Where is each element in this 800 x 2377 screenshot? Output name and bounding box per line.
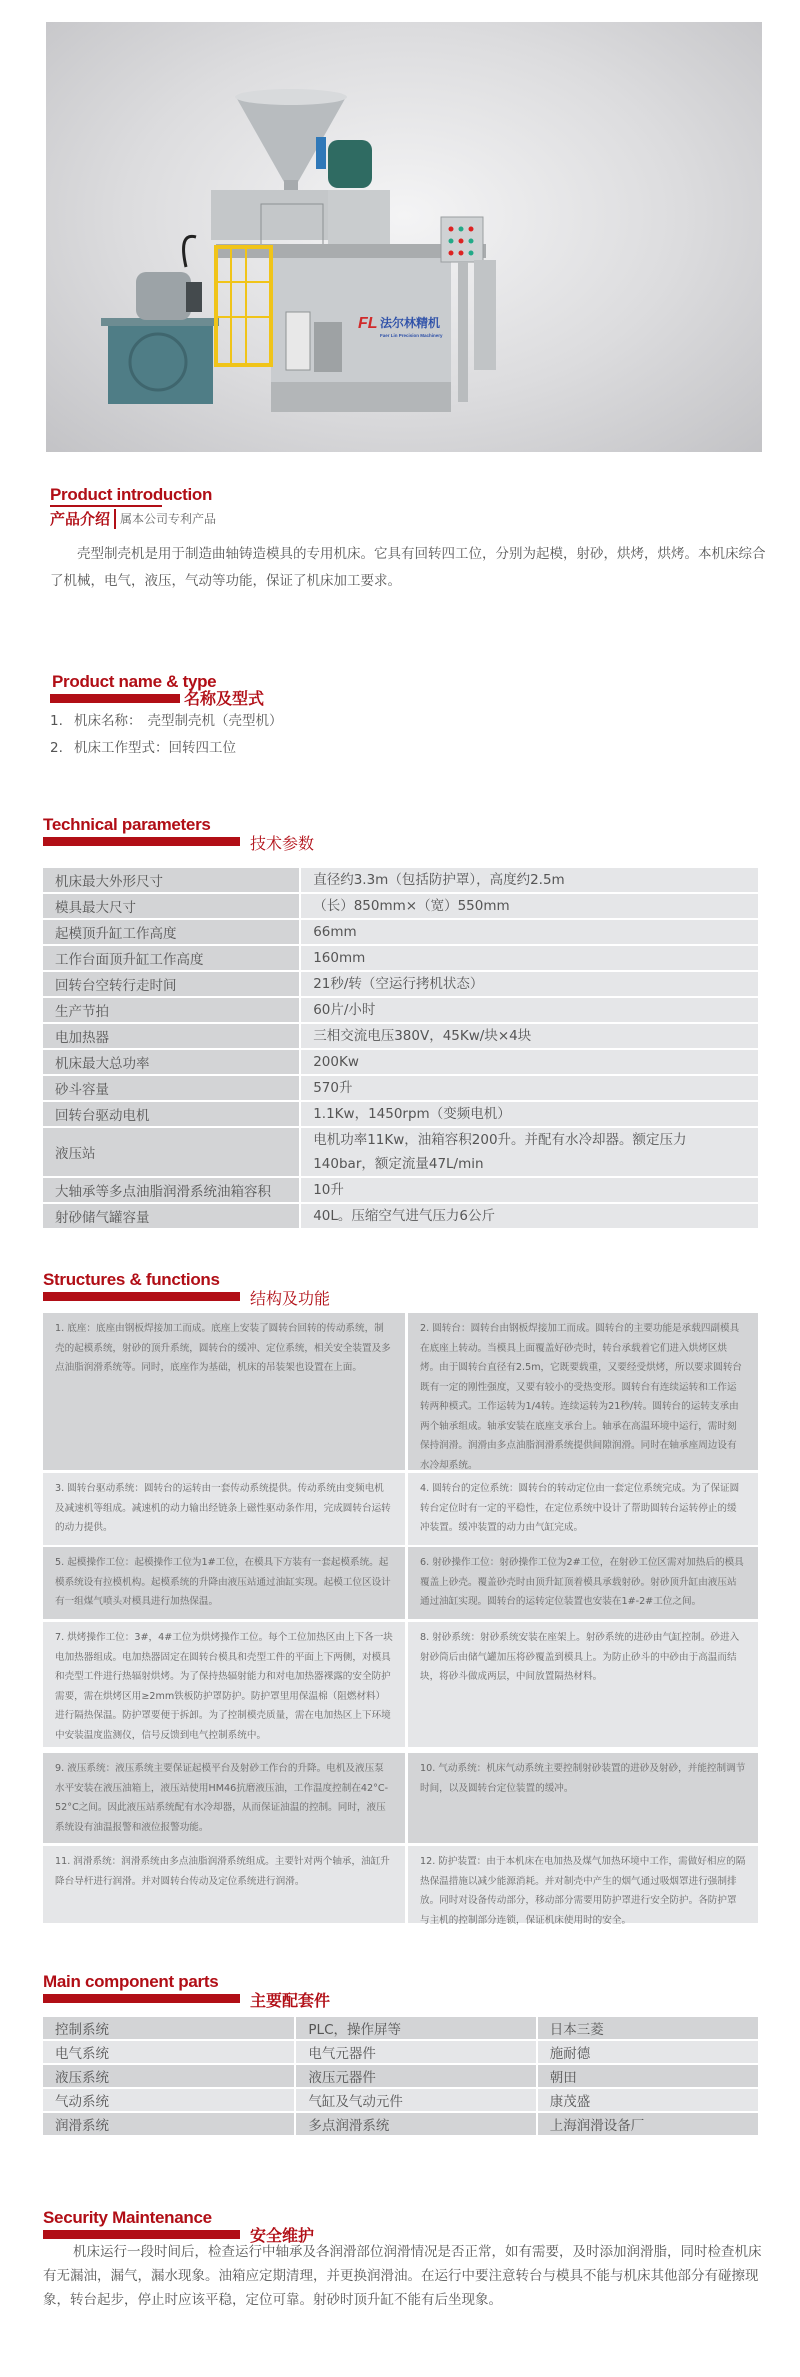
param-value: 三相交流电压380V，45Kw/块×4块 bbox=[299, 1024, 758, 1048]
structure-item: 12. 防护装置：由于本机床在电加热及煤气加热环境中工作，需做好相应的隔热保温措施以减少能源消耗。并对制壳中产生的烟气通过吸烟罩进行强制排放。同时对设备传动部分，移动部分需要用防护罩进行安全防护。各防护罩与主机的控制部分连锁，保证机床使用时的安全。 bbox=[408, 1846, 758, 1923]
param-name: 模具最大尺寸 bbox=[43, 894, 299, 918]
air-tank bbox=[328, 140, 372, 188]
component-row bbox=[43, 2017, 758, 2039]
maintenance-title-cn: 安全维护 bbox=[250, 2226, 315, 2245]
tech-param-row bbox=[43, 1204, 758, 1228]
component-brand: 康茂盛 bbox=[536, 2089, 758, 2111]
component-part: 电气元器件 bbox=[294, 2041, 535, 2063]
param-name: 起模顶升缸工作高度 bbox=[43, 920, 299, 944]
intro-title-cn: 产品介绍 bbox=[50, 510, 111, 528]
structure-item: 1. 底座：底座由钢板焊接加工而成。底座上安装了圆转台回转的传动系统，制壳的起模系统，射砂的顶升系统，圆转台的缓冲、定位系统，相关安全装置及多点油脂润滑系统等。同时，底座作为基础，机床的吊装架也设置在上面。 bbox=[43, 1313, 405, 1470]
tech-param-row bbox=[43, 1128, 758, 1176]
component-brand: 日本三菱 bbox=[536, 2017, 758, 2039]
structure-item: 8. 射砂系统：射砂系统安装在座架上。射砂系统的进砂由气缸控制。砂进入射砂筒后由储气罐加压将砂覆盖到模具上。为防止砂斗的中砂由于高温而结块，将砂斗做成两层，中间放置隔热材料。 bbox=[408, 1622, 758, 1747]
param-name: 机床最大总功率 bbox=[43, 1050, 299, 1074]
tech-param-row bbox=[43, 946, 758, 970]
param-name: 砂斗容量 bbox=[43, 1076, 299, 1100]
structure-item: 7. 烘烤操作工位：3#，4#工位为烘烤操作工位。每个工位加热区由上下各一块电加热器组成。电加热器固定在圆转台模具和壳型工件的平面上下两侧，对模具和壳型工件进行热辐射烘烤。为了保持热辐射能力和对电加热器裸露的安全防护需要，需在烘烤区用≥2mm铁板防护罩防护。防护罩里用保温棉（阻燃材料）进行隔热保温。防护罩要便于拆卸。为了控制模壳质量，需在电加热区上下环境中安装温度监测仪，信号反馈到电气控制系统中。 bbox=[43, 1622, 405, 1747]
tech-title-en: Technical parameters bbox=[43, 815, 211, 834]
param-value: 21秒/转（空运行拷机状态） bbox=[299, 972, 758, 996]
component-row bbox=[43, 2065, 758, 2087]
maintenance-paragraph: 机床运行一段时间后，检查运行中轴承及各润滑部位润滑情况是否正常，如有需要，及时添加润滑脂，同时检查机床有无漏油，漏气，漏水现象。油箱应定期清理，并更换润滑油。在运行中要注意转台与模具不能与机床其他部分有碰擦现象，转台起步，停止时应该平稳，定位可靠。射砂时顶升缸不能有后坐现象。 bbox=[43, 2244, 762, 2308]
param-name: 电加热器 bbox=[43, 1024, 299, 1048]
param-name: 回转台空转行走时间 bbox=[43, 972, 299, 996]
component-brand: 朝田 bbox=[536, 2065, 758, 2087]
param-value: 160mm bbox=[299, 946, 758, 970]
param-name: 射砂储气罐容量 bbox=[43, 1204, 299, 1228]
component-row bbox=[43, 2089, 758, 2111]
svg-text:法尔林精机: 法尔林精机 bbox=[380, 316, 441, 330]
structure-item: 4. 圆转台的定位系统：圆转台的转动定位由一套定位系统完成。为了保证圆转台定位时有一定的平稳性，在定位系统中设计了帮助圆转台运转停止的缓冲装置。缓冲装置的动力由气缸完成。 bbox=[408, 1473, 758, 1545]
structures-title-bar bbox=[43, 1292, 240, 1301]
intro-title-en: Product introduction bbox=[50, 485, 213, 504]
structures-grid bbox=[43, 1313, 758, 1926]
tech-param-row bbox=[43, 1050, 758, 1074]
structure-item: 3. 圆转台驱动系统：圆转台的运转由一套传动系统提供。传动系统由变频电机及减速机等组成。减速机的动力输出经链条上磁性驱动条作用，完成圆转台运转的动力提供。 bbox=[43, 1473, 405, 1545]
component-system: 电气系统 bbox=[43, 2041, 294, 2063]
param-name: 大轴承等多点油脂润滑系统油箱容积 bbox=[43, 1178, 299, 1202]
structure-item: 2. 圆转台：圆转台由钢板焊接加工而成。圆转台的主要功能是承载四副模具在底座上转动。当模具上面覆盖好砂壳时，转台承载着它们进入烘烤区烘烤。由于圆转台直径有2.5m，它既要载重，又要经受烘烤，所以要求圆转台既有一定的刚性强度，又要有较小的受热变形。圆转台有连续运转和工作运转两种模式。工作运转为1/4转。连续运转为21秒/转。圆转台的运转支承由两个轴承组成。轴承安装在底座支承台上。轴承在高温环境中运行，需时刻保持润滑。润滑由多点油脂润滑系统提供间隙润滑。同时在轴承座周边设有水冷却系统。 bbox=[408, 1313, 758, 1470]
param-value: 570升 bbox=[299, 1076, 758, 1100]
name-type-title-cn: 名称及型式 bbox=[184, 689, 265, 708]
name-type-title-bar bbox=[50, 694, 180, 703]
structure-item: 5. 起模操作工位：起模操作工位为1#工位，在模具下方装有一套起模系统。起模系统设有拉模机构。起模系统的升降由液压站通过油缸实现。起模工位区设计有一组煤气喷头对模具进行加热保温。 bbox=[43, 1547, 405, 1619]
structure-item: 10. 气动系统：机床气动系统主要控制射砂装置的进砂及射砂，并能控制调节时间，以及圆转台定位装置的缓冲。 bbox=[408, 1753, 758, 1843]
param-value: 1.1Kw，1450rpm（变频电机） bbox=[299, 1102, 758, 1126]
component-system: 液压系统 bbox=[43, 2065, 294, 2087]
component-row bbox=[43, 2113, 758, 2135]
components-title-en: Main component parts bbox=[43, 1972, 219, 1991]
name-type-list bbox=[50, 708, 283, 762]
structure-item: 11. 润滑系统：润滑系统由多点油脂润滑系统组成。主要针对两个轴承，油缸升降台导杆进行润滑。并对圆转台传动及定位系统进行润滑。 bbox=[43, 1846, 405, 1923]
tech-param-row bbox=[43, 1024, 758, 1048]
param-value: 66mm bbox=[299, 920, 758, 944]
list-item: 1. 机床名称： 壳型制壳机（壳型机） bbox=[50, 713, 283, 729]
intro-title-rule bbox=[50, 505, 162, 507]
svg-text:Faer Lin Precision Machinery: Faer Lin Precision Machinery bbox=[380, 333, 443, 338]
components-title-bar bbox=[43, 1994, 240, 2003]
name-type-title-en: Product name & type bbox=[52, 672, 217, 691]
svg-text:FL: FL bbox=[358, 315, 378, 332]
component-system: 润滑系统 bbox=[43, 2113, 294, 2135]
hydraulic-tank bbox=[108, 324, 213, 404]
tech-param-row bbox=[43, 894, 758, 918]
intro-subtitle: 属本公司专利产品 bbox=[120, 512, 217, 526]
safety-guard bbox=[216, 247, 271, 365]
param-name: 液压站 bbox=[43, 1128, 299, 1176]
component-part: PLC，操作屏等 bbox=[294, 2017, 535, 2039]
tech-params-table bbox=[43, 866, 758, 1230]
param-value: 直径约3.3m（包括防护罩），高度约2.5m bbox=[299, 868, 758, 892]
param-value: 40L。压缩空气进气压力6公斤 bbox=[299, 1204, 758, 1228]
param-value: （长）850mm×（宽）550mm bbox=[299, 894, 758, 918]
product-photo bbox=[46, 22, 762, 452]
components-table bbox=[43, 2015, 758, 2137]
component-part: 液压元器件 bbox=[294, 2065, 535, 2087]
structure-item: 9. 液压系统：液压系统主要保证起模平台及射砂工作台的升降。电机及液压泵水平安装在液压油箱上，液压站使用HM46抗磨液压油，工作温度控制在42°C-52°C之间。因此液压站系统配有水冷却器，从而保证油温的控制。同时，液压系统设有油温报警和液位报警功能。 bbox=[43, 1753, 405, 1843]
param-name: 机床最大外形尺寸 bbox=[43, 868, 299, 892]
param-value: 60片/小时 bbox=[299, 998, 758, 1022]
components-title-cn: 主要配套件 bbox=[250, 1991, 331, 2010]
component-part: 多点润滑系统 bbox=[294, 2113, 535, 2135]
motor bbox=[136, 272, 191, 320]
param-value: 200Kw bbox=[299, 1050, 758, 1074]
param-value: 10升 bbox=[299, 1178, 758, 1202]
tech-title-bar bbox=[43, 837, 240, 846]
structure-item: 6. 射砂操作工位：射砂操作工位为2#工位，在射砂工位区需对加热后的模具覆盖上砂壳。覆盖砂壳时由顶升缸顶着模具承载射砂。射砂顶升缸由液压站通过油缸实现。圆转台的运转定位装置也安装在1#-2#工位之间。 bbox=[408, 1547, 758, 1619]
tech-title-cn: 技术参数 bbox=[250, 834, 315, 853]
tech-param-row bbox=[43, 998, 758, 1022]
tech-param-row bbox=[43, 972, 758, 996]
tech-param-row bbox=[43, 1102, 758, 1126]
tech-param-row bbox=[43, 1076, 758, 1100]
divider bbox=[114, 509, 116, 529]
tech-param-row bbox=[43, 868, 758, 892]
intro-paragraph: 壳型制壳机是用于制造曲轴铸造模具的专用机床。它具有回转四工位，分别为起模，射砂，烘烤，烘烤。本机床综合了机械，电气，液压，气动等功能，保证了机床加工要求。 bbox=[50, 546, 766, 589]
component-row bbox=[43, 2041, 758, 2063]
component-system: 控制系统 bbox=[43, 2017, 294, 2039]
param-name: 回转台驱动电机 bbox=[43, 1102, 299, 1126]
component-brand: 施耐德 bbox=[536, 2041, 758, 2063]
tech-param-row bbox=[43, 1178, 758, 1202]
list-item: 2. 机床工作型式： 回转四工位 bbox=[50, 740, 236, 756]
component-brand: 上海润滑设备厂 bbox=[536, 2113, 758, 2135]
component-system: 气动系统 bbox=[43, 2089, 294, 2111]
param-name: 工作台面顶升缸工作高度 bbox=[43, 946, 299, 970]
structures-title-cn: 结构及功能 bbox=[250, 1289, 331, 1308]
tech-param-row bbox=[43, 920, 758, 944]
machine-illustration bbox=[46, 22, 762, 452]
structures-title-en: Structures & functions bbox=[43, 1270, 220, 1289]
maintenance-title-en: Security Maintenance bbox=[43, 2208, 212, 2227]
param-name: 生产节拍 bbox=[43, 998, 299, 1022]
maintenance-title-bar bbox=[43, 2230, 240, 2239]
component-part: 气缸及气动元件 bbox=[294, 2089, 535, 2111]
param-value: 电机功率11Kw，油箱容积200升。并配有水冷却器。额定压力140bar，额定流量47L/min bbox=[299, 1128, 758, 1176]
